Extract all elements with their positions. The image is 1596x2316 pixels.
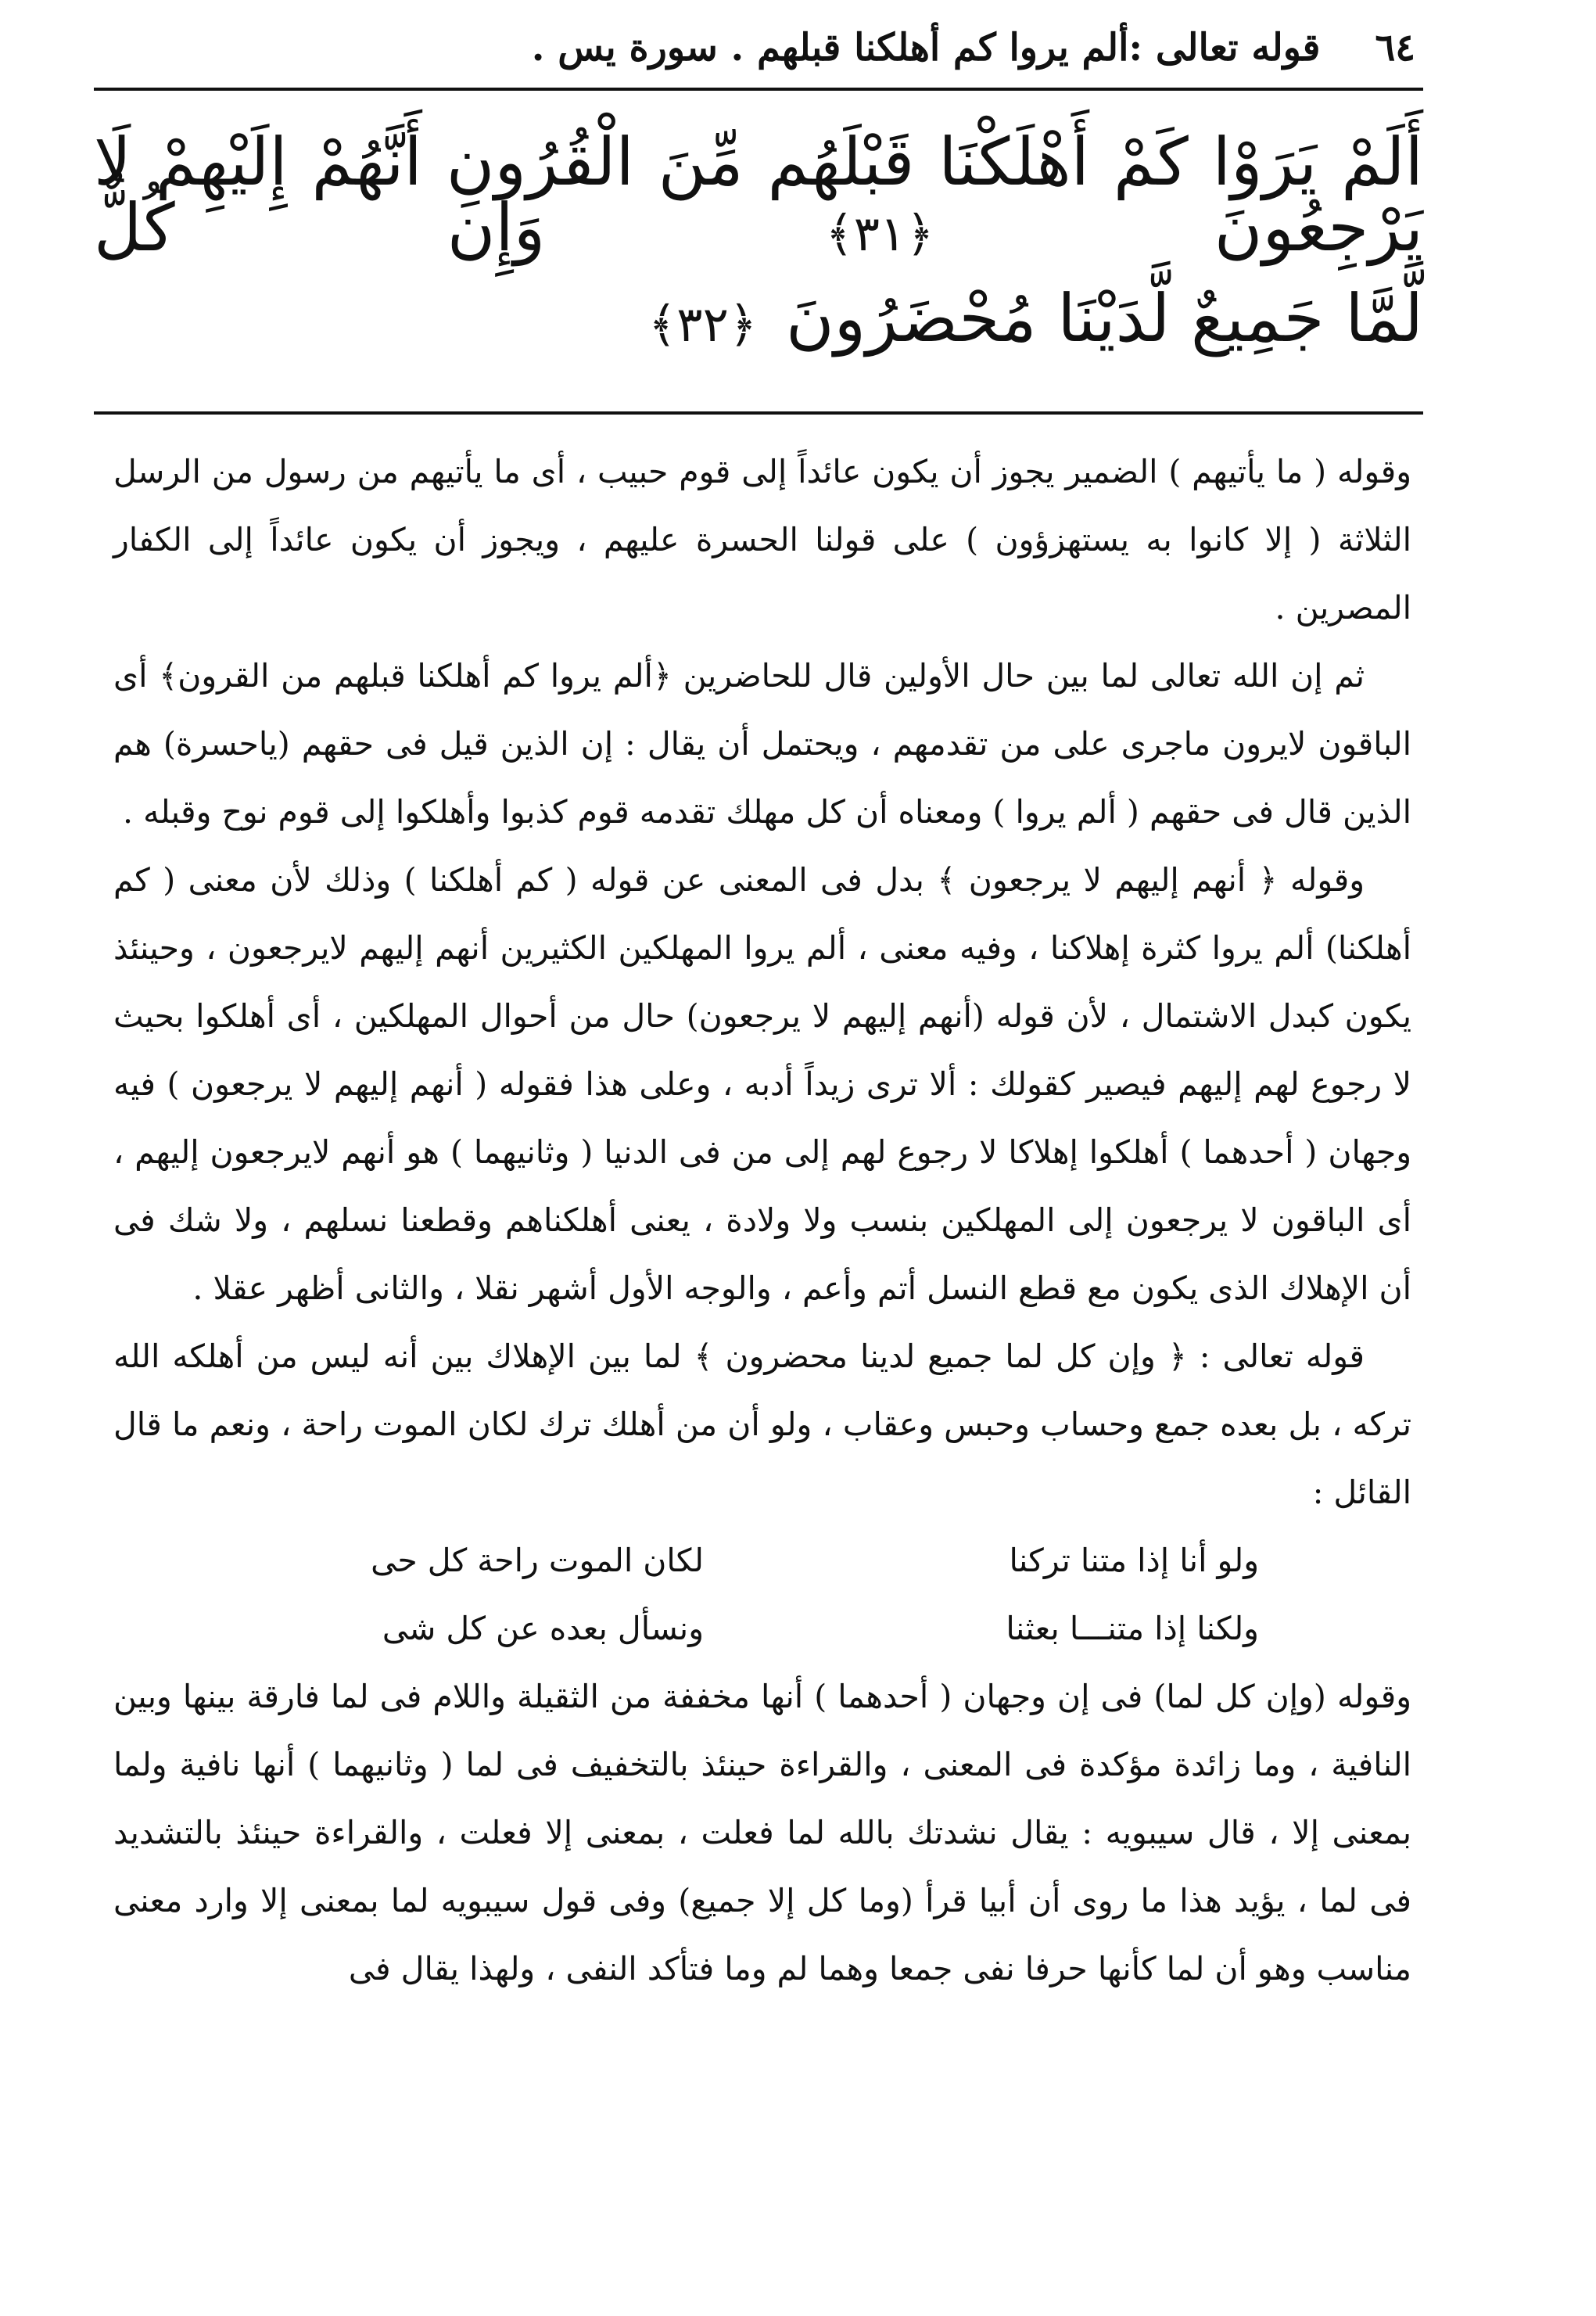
quran-verse-line-2 (94, 280, 1423, 357)
verse-text-32-start: وَإِن كُلٌّ (94, 189, 546, 266)
paragraph-3: وقوله ﴿ أنهم إليهم لا يرجعون ﴾ بدل فى المعنى عن قوله ( كم أهلكنا ) وذلك لأن معنى ( كم أهلكنا) ألم يروا كثرة إهلاكنا ، وفيه معنى ، ألم يروا المهلكين الكثيرين أنهم إليهم لايرجعون ، وحينئذ يكون كبدل الاشتمال ، لأن قوله (أنهم إليهم لا يرجعون) حال من أحوال المهلكين ، أى أهلكوا بحيث لا رجوع لهم إليهم فيصير كقولك : ألا ترى زيداً أدبه ، وعلى هذا فقوله ( أنهم إليهم لا يرجعون ) فيه وجهان ( أحدهما ) أهلكوا إهلاكا لا رجوع لهم إلى من فى الدنيا ( وثانيهما ) هو أنهم لايرجعون إليهم ، أى الباقون لا يرجعون إلى المهلكين بنسب ولا ولادة ، يعنى أهلكناهم وقطعنا نسلهم ، ولا شك فى أن الإهلاك الذى يكون مع قطع النسل أتم وأعم ، والوجه الأول أشهر نقلا ، والثانى أظهر عقلا . (113, 861, 1411, 1307)
paragraph-1: وقوله ( ما يأتيهم ) الضمير يجوز أن يكون عائداً إلى قوم حبيب ، أى ما يأتيهم من رسول من الرسل الثلاثة ( إلا كانوا به يستهزؤون ) على قولنا الحسرة عليهم ، ويجوز أن يكون عائداً إلى الكفار المصرين . (113, 453, 1411, 627)
poem-hemistich-1: ولو أنا إذا متنا تركنا (1009, 1542, 1259, 1579)
verse-text-31: أَلَمْ يَرَوْا كَمْ أَهْلَكْنَا قَبْلَهُم مِّنَ الْقُرُونِ أَنَّهُمْ إِلَيْهِمْ لَا يَرْجِعُونَ (94, 124, 1424, 266)
paragraph-4: قوله تعالى : ﴿ وإن كل لما جميع لدينا محضرون ﴾ لما بين الإهلاك بين أنه ليس من أهلكه الله تركه ، بل بعده جمع وحساب وحبس وعقاب ، ولو أن من أهلك ترك لكان الموت راحة ، ونعم ما قال القائل : (113, 1338, 1411, 1511)
verse-text-32: لَّمَّا جَمِيعٌ لَّدَيْنَا مُحْضَرُونَ (785, 280, 1423, 357)
poem-line (113, 1595, 1411, 1663)
verse-number-31: ﴿٣١﴾ (825, 205, 934, 262)
commentary-body (113, 438, 1411, 2003)
poem-line (113, 1527, 1411, 1595)
top-rule (94, 88, 1423, 91)
quran-verse-line-1 (94, 124, 1424, 266)
poem-hemistich-2: ونسأل بعده عن كل شى (382, 1610, 704, 1647)
running-head (332, 6, 1415, 88)
poem-hemistich-2: لكان الموت راحة كل حى (371, 1542, 704, 1579)
poem-hemistich-1: ولكنا إذا متنـــا بعثنا (1006, 1610, 1259, 1647)
paragraph-5: وقوله (وإن كل لما) فى إن وجهان ( أحدهما ) أنها مخففة من الثقيلة واللام فى لما فارقة بينها وبين النافية ، وما زائدة مؤكدة فى المعنى ، والقراءة حينئذ بالتخفيف فى لما ( وثانيهما ) أنها نافية ولما بمعنى إلا ، قال سيبويه : يقال نشدتك بالله لما فعلت ، بمعنى إلا فعلت ، والقراءة حينئذ بالتشديد فى لما ، يؤيد هذا ما روى أن أبيا قرأ (وما كل إلا جميع) وفى قول سيبويه لما بمعنى إلا وارد معنى مناسب وهو أن لما كأنها حرفا نفى جمعا وهما لم وما فتأكد النفى ، ولهذا يقال فى (113, 1678, 1411, 1987)
header-title: قوله تعالى :ألم يروا كم أهلكنا قبلهم . سورة يس . (531, 25, 1321, 70)
page-number: ٦٤ (1375, 25, 1415, 70)
verse-bottom-rule (94, 411, 1423, 415)
verse-number-32: ﴿٣٢﴾ (647, 296, 758, 353)
paragraph-2: ثم إن الله تعالى لما بين حال الأولين قال للحاضرين ﴿ألم يروا كم أهلكنا قبلهم من القرون﴾ أى الباقون لايرون ماجرى على من تقدمهم ، ويحتمل أن يقال : إن الذين قيل فى حقهم (ياحسرة) هم الذين قال فى حقهم ( ألم يروا ) ومعناه أن كل مهلك تقدمه قوم كذبوا وأهلكوا إلى قوم نوح وقبله . (113, 657, 1411, 831)
poem-verses (113, 1527, 1411, 1663)
